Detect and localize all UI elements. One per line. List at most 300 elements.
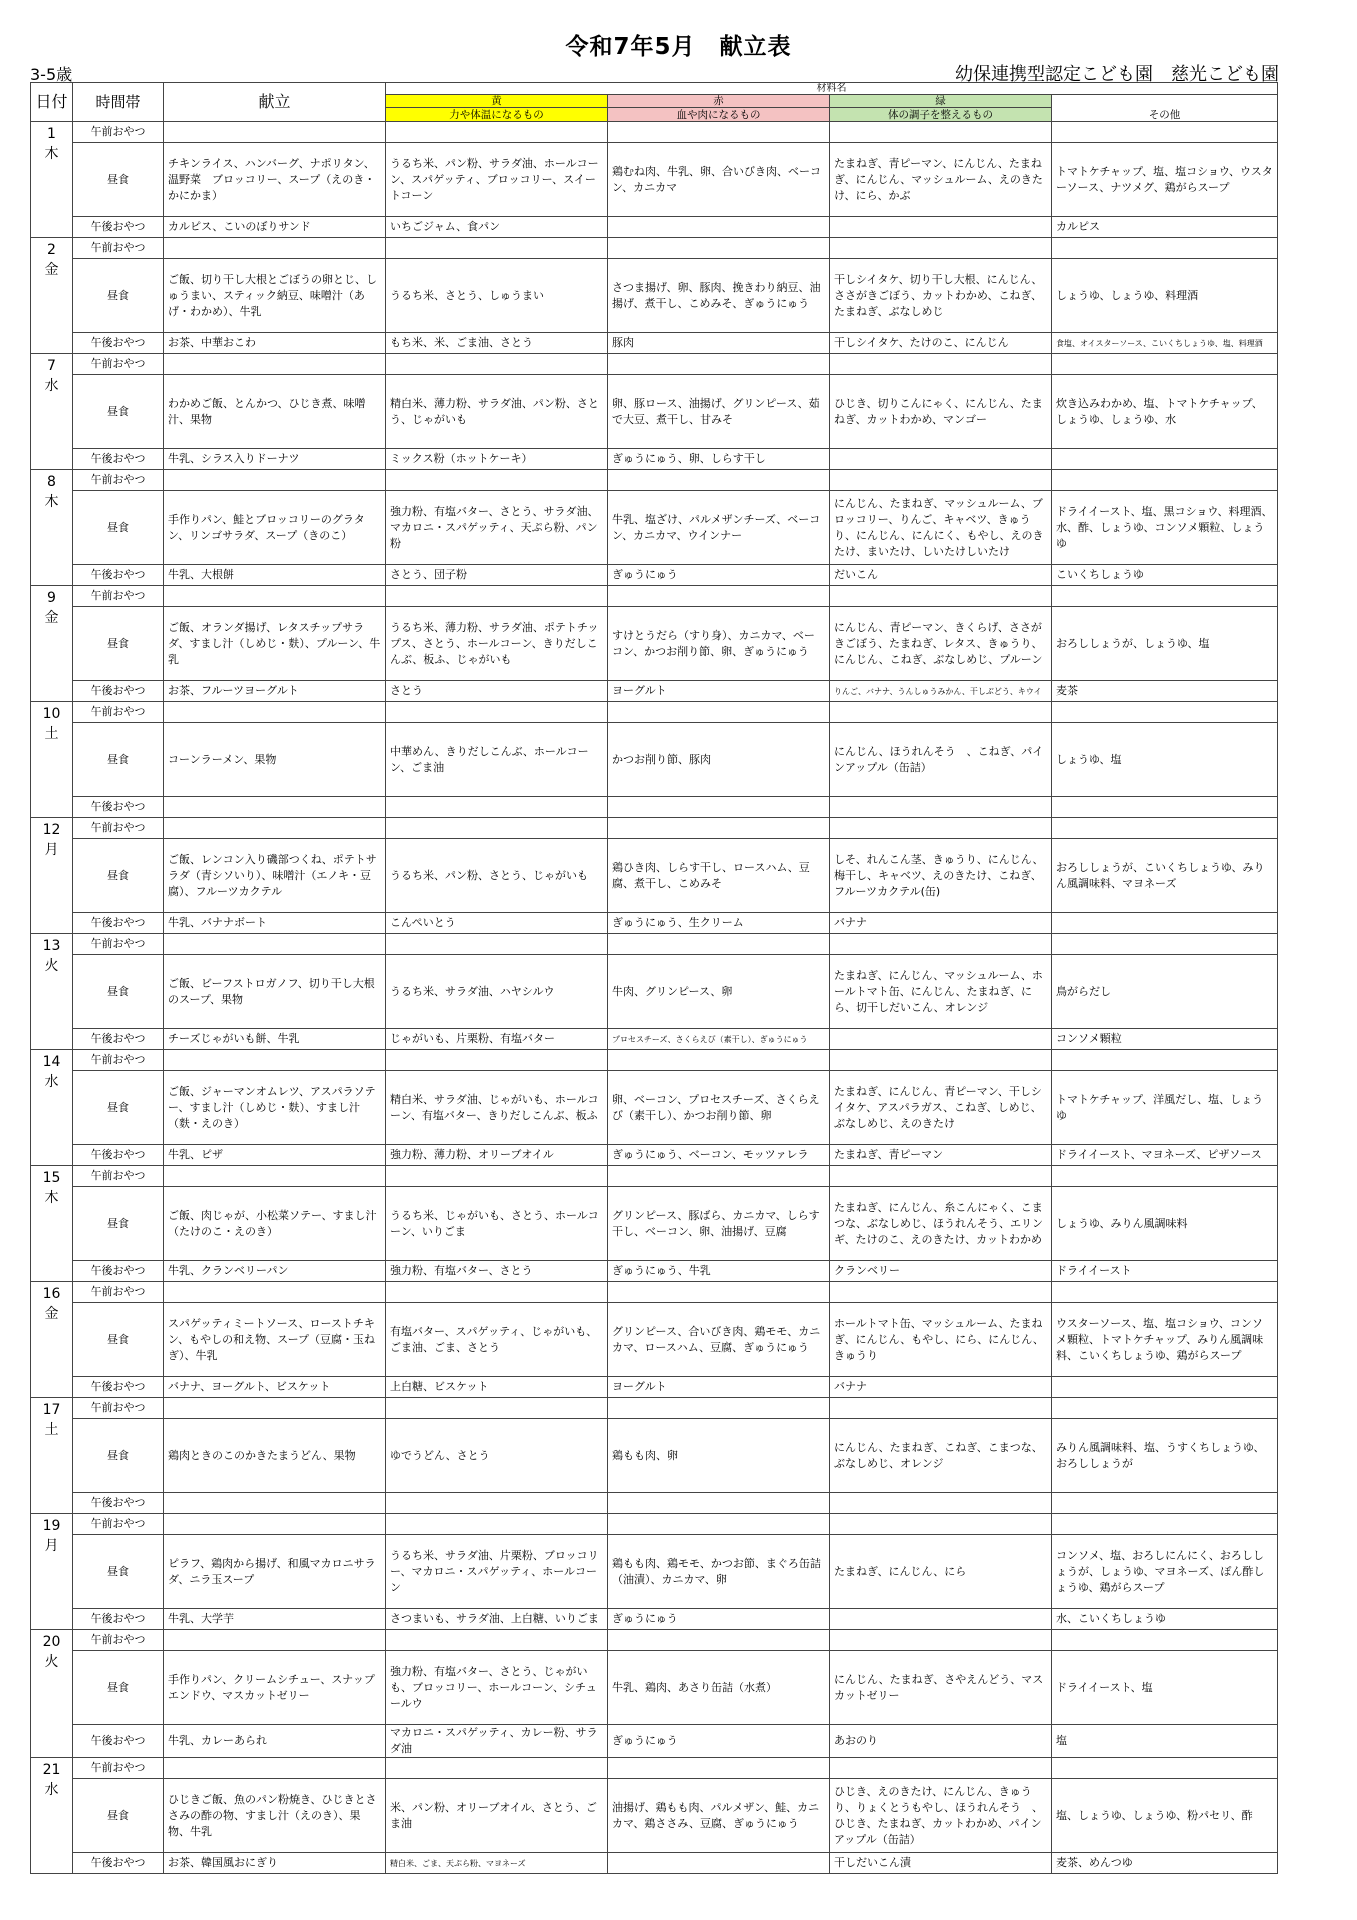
other-cell: みりん風調味料、塩、うすくちしょうゆ、おろししょうが — [1052, 1419, 1278, 1493]
day-of-week: 水 — [44, 1782, 59, 1798]
red-cell — [608, 1166, 830, 1187]
other-cell — [1052, 934, 1278, 955]
yellow-cell: うるち米、さとう、しゅうまい — [386, 259, 608, 333]
red-cell — [608, 586, 830, 607]
day-1-lunch-row — [31, 143, 1278, 217]
day-of-week: 金 — [44, 262, 59, 278]
time-slot-label: 昼食 — [73, 1779, 164, 1853]
day-7-am-row — [31, 354, 1278, 375]
date-number: 13 — [42, 938, 61, 954]
green-cell — [830, 1050, 1052, 1071]
header-menu: 献立 — [164, 83, 386, 122]
menu-cell: 手作りパン、クリームシチュー、スナップエンドウ、マスカットゼリー — [164, 1651, 386, 1725]
red-cell: 鶏むね肉、牛乳、卵、合いびき肉、ベーコン、カニカマ — [608, 143, 830, 217]
yellow-cell: 米、パン粉、オリーブオイル、さとう、ごま油 — [386, 1779, 608, 1853]
red-cell — [608, 797, 830, 818]
other-cell: トマトケチャップ、洋風だし、塩、しょうゆ — [1052, 1071, 1278, 1145]
time-slot-label: 午前おやつ — [73, 1398, 164, 1419]
red-cell — [608, 1398, 830, 1419]
green-cell: たまねぎ、青ピーマン、にんじん、たまねぎ、にんじん、マッシュルーム、えのきたけ、にら、かぶ — [830, 143, 1052, 217]
green-cell: あおのり — [830, 1725, 1052, 1758]
menu-cell — [164, 702, 386, 723]
other-cell — [1052, 797, 1278, 818]
time-slot-label: 午後おやつ — [73, 681, 164, 702]
yellow-cell — [386, 1493, 608, 1514]
green-cell — [830, 122, 1052, 143]
green-cell: にんじん、たまねぎ、さやえんどう、マスカットゼリー — [830, 1651, 1052, 1725]
green-cell — [830, 449, 1052, 470]
green-cell — [830, 586, 1052, 607]
day-1-pm-row — [31, 217, 1278, 238]
day-of-week: 月 — [44, 842, 59, 858]
yellow-cell: 強力粉、有塩バター、さとう、サラダ油、マカロニ・スパゲッティ、天ぷら粉、パン粉 — [386, 491, 608, 565]
date-cell — [31, 1282, 73, 1398]
red-cell: グリンピース、豚ばら、カニカマ、しらす干し、ベーコン、卵、油揚げ、豆腐 — [608, 1187, 830, 1261]
menu-cell: ご飯、ビーフストロガノフ、切り干し大根のスープ、果物 — [164, 955, 386, 1029]
other-cell: 鳥がらだし — [1052, 955, 1278, 1029]
green-cell — [830, 1514, 1052, 1535]
menu-cell — [164, 1282, 386, 1303]
green-cell: たまねぎ、にんじん、マッシュルーム、ホールトマト缶、にんじん、たまねぎ、にら、切干しだいこん、オレンジ — [830, 955, 1052, 1029]
day-1-am-row — [31, 122, 1278, 143]
menu-cell: 牛乳、バナナボート — [164, 913, 386, 934]
other-cell — [1052, 1398, 1278, 1419]
menu-cell: 手作りパン、鮭とブロッコリーのグラタン、リンゴサラダ、スープ（きのこ） — [164, 491, 386, 565]
other-cell — [1052, 1282, 1278, 1303]
red-cell: 牛乳、塩ざけ、パルメザンチーズ、ベーコン、カニカマ、ウインナー — [608, 491, 830, 565]
green-cell — [830, 1630, 1052, 1651]
day-15-am-row — [31, 1166, 1278, 1187]
day-17-am-row — [31, 1398, 1278, 1419]
red-cell: さつま揚げ、卵、豚肉、挽きわり納豆、油揚げ、煮干し、こめみそ、ぎゅうにゅう — [608, 259, 830, 333]
yellow-cell: 強力粉、有塩バター、さとう、じゃがいも、ブロッコリー、ホールコーン、シチュールウ — [386, 1651, 608, 1725]
green-cell — [830, 818, 1052, 839]
menu-cell: 牛乳、シラス入りドーナツ — [164, 449, 386, 470]
other-cell — [1052, 818, 1278, 839]
red-cell: ぎゅうにゅう、牛乳 — [608, 1261, 830, 1282]
yellow-cell — [386, 797, 608, 818]
menu-cell — [164, 354, 386, 375]
time-slot-label: 午前おやつ — [73, 586, 164, 607]
yellow-cell: 有塩バター、スパゲッティ、じゃがいも、ごま油、ごま、さとう — [386, 1303, 608, 1377]
menu-cell: ひじきご飯、魚のパン粉焼き、ひじきとささみの酢の物、すまし汁（えのき）、果物、牛乳 — [164, 1779, 386, 1853]
menu-cell: ご飯、レンコン入り磯部つくね、ポテトサラダ（青シソいり）、味噌汁（エノキ・豆腐）、フルーツカクテル — [164, 839, 386, 913]
red-cell: 鶏もも肉、卵 — [608, 1419, 830, 1493]
day-of-week: 木 — [44, 146, 59, 162]
other-cell — [1052, 1050, 1278, 1071]
time-slot-label: 午後おやつ — [73, 797, 164, 818]
date-cell — [31, 1166, 73, 1282]
green-cell: ひじき、切りこんにゃく、にんじん、たまねぎ、カットわかめ、マンゴー — [830, 375, 1052, 449]
red-cell: 牛乳、鶏肉、あさり缶詰（水煮） — [608, 1651, 830, 1725]
green-cell: たまねぎ、青ピーマン — [830, 1145, 1052, 1166]
other-cell: 炊き込みわかめ、塩、トマトケチャップ、しょうゆ、しょうゆ、水 — [1052, 375, 1278, 449]
green-cell: しそ、れんこん茎、きゅうり、にんじん、梅干し、キャベツ、えのきたけ、こねぎ、フルーツカクテル(缶) — [830, 839, 1052, 913]
red-cell: すけとうだら（すり身）、カニカマ、ベーコン、かつお削り節、卵、ぎゅうにゅう — [608, 607, 830, 681]
other-cell: おろししょうが、しょうゆ、塩 — [1052, 607, 1278, 681]
day-15-lunch-row — [31, 1187, 1278, 1261]
menu-cell — [164, 1493, 386, 1514]
green-cell — [830, 354, 1052, 375]
menu-cell: 牛乳、大学芋 — [164, 1609, 386, 1630]
date-cell — [31, 1050, 73, 1166]
menu-cell: ご飯、オランダ揚げ、レタスチップサラダ、すまし汁（しめじ・麩）、プルーン、牛乳 — [164, 607, 386, 681]
day-19-lunch-row — [31, 1535, 1278, 1609]
other-cell: ドライイースト — [1052, 1261, 1278, 1282]
red-cell: ぎゅうにゅう、卵、しらす干し — [608, 449, 830, 470]
green-cell: たまねぎ、にんじん、青ピーマン、干しシイタケ、アスパラガス、こねぎ、しめじ、ぶなしめじ、えのきたけ — [830, 1071, 1052, 1145]
yellow-cell: いちごジャム、食パン — [386, 217, 608, 238]
other-cell — [1052, 1377, 1278, 1398]
menu-cell: ご飯、肉じゃが、小松菜ソテー、すまし汁（たけのこ・えのき） — [164, 1187, 386, 1261]
time-slot-label: 昼食 — [73, 1187, 164, 1261]
header-yellow-desc: 力や体温になるもの — [386, 108, 608, 122]
date-number: 1 — [47, 126, 56, 142]
time-slot-label: 午後おやつ — [73, 1261, 164, 1282]
time-slot-label: 午後おやつ — [73, 1029, 164, 1050]
menu-cell — [164, 122, 386, 143]
other-cell: しょうゆ、しょうゆ、料理酒 — [1052, 259, 1278, 333]
date-cell — [31, 354, 73, 470]
red-cell — [608, 354, 830, 375]
green-cell — [830, 1493, 1052, 1514]
red-cell — [608, 1282, 830, 1303]
date-cell — [31, 238, 73, 354]
other-cell: ウスターソース、塩、塩コショウ、コンソメ顆粒、トマトケチャップ、みりん風調味料、こいくちしょうゆ、鶏がらスープ — [1052, 1303, 1278, 1377]
red-cell — [608, 1853, 830, 1874]
date-cell — [31, 934, 73, 1050]
red-cell — [608, 934, 830, 955]
time-slot-label: 昼食 — [73, 723, 164, 797]
day-17-pm-row — [31, 1493, 1278, 1514]
red-cell: ぎゅうにゅう — [608, 565, 830, 586]
yellow-cell: 精白米、薄力粉、サラダ油、パン粉、さとう、じゃがいも — [386, 375, 608, 449]
day-15-pm-row — [31, 1261, 1278, 1282]
day-2-pm-row — [31, 333, 1278, 354]
other-cell: 塩 — [1052, 1725, 1278, 1758]
red-cell: 油揚げ、鶏もも肉、パルメザン、鮭、カニカマ、鶏ささみ、豆腐、ぎゅうにゅう — [608, 1779, 830, 1853]
yellow-cell: ミックス粉（ホットケーキ） — [386, 449, 608, 470]
menu-cell: わかめご飯、とんかつ、ひじき煮、味噌汁、果物 — [164, 375, 386, 449]
menu-cell: スパゲッティミートソース、ローストチキン、もやしの和え物、スープ（豆腐・玉ねぎ）、牛乳 — [164, 1303, 386, 1377]
date-number: 12 — [42, 822, 61, 838]
header-date: 日付 — [31, 83, 73, 122]
menu-cell: 牛乳、クランベリーパン — [164, 1261, 386, 1282]
other-cell: 水、こいくちしょうゆ — [1052, 1609, 1278, 1630]
yellow-cell — [386, 1758, 608, 1779]
red-cell — [608, 1050, 830, 1071]
day-of-week: 水 — [44, 1074, 59, 1090]
other-cell — [1052, 1630, 1278, 1651]
date-number: 10 — [42, 706, 61, 722]
green-cell: バナナ — [830, 913, 1052, 934]
yellow-cell: うるち米、パン粉、さとう、じゃがいも — [386, 839, 608, 913]
green-cell — [830, 1282, 1052, 1303]
menu-cell — [164, 470, 386, 491]
day-14-pm-row — [31, 1145, 1278, 1166]
red-cell: ぎゅうにゅう — [608, 1725, 830, 1758]
green-cell — [830, 1166, 1052, 1187]
time-slot-label: 午前おやつ — [73, 934, 164, 955]
yellow-cell: さつまいも、サラダ油、上白糖、いりごま — [386, 1609, 608, 1630]
other-cell: こいくちしょうゆ — [1052, 565, 1278, 586]
menu-cell: ご飯、ジャーマンオムレツ、アスパラソテー、すまし汁（しめじ・麩）、すまし汁（麩・えのき） — [164, 1071, 386, 1145]
day-of-week: 木 — [44, 494, 59, 510]
red-cell — [608, 122, 830, 143]
time-slot-label: 午後おやつ — [73, 1853, 164, 1874]
header-other: その他 — [1052, 95, 1278, 122]
other-cell: しょうゆ、みりん風調味料 — [1052, 1187, 1278, 1261]
other-cell: 塩、しょうゆ、しょうゆ、粉パセリ、酢 — [1052, 1779, 1278, 1853]
day-14-lunch-row — [31, 1071, 1278, 1145]
green-cell: だいこん — [830, 565, 1052, 586]
yellow-cell: こんぺいとう — [386, 913, 608, 934]
date-cell — [31, 586, 73, 702]
date-number: 15 — [42, 1170, 61, 1186]
green-cell — [830, 1398, 1052, 1419]
menu-table — [30, 82, 1278, 1874]
date-number: 8 — [47, 474, 56, 490]
yellow-cell: 強力粉、薄力粉、オリーブオイル — [386, 1145, 608, 1166]
yellow-cell — [386, 354, 608, 375]
yellow-cell — [386, 1050, 608, 1071]
date-cell — [31, 818, 73, 934]
red-cell — [608, 818, 830, 839]
menu-cell — [164, 1758, 386, 1779]
day-of-week: 火 — [44, 958, 59, 974]
menu-cell — [164, 1630, 386, 1651]
day-16-am-row — [31, 1282, 1278, 1303]
day-20-pm-row — [31, 1725, 1278, 1758]
day-7-pm-row — [31, 449, 1278, 470]
other-cell — [1052, 913, 1278, 934]
yellow-cell — [386, 702, 608, 723]
time-slot-label: 昼食 — [73, 491, 164, 565]
time-slot-label: 昼食 — [73, 259, 164, 333]
red-cell — [608, 1493, 830, 1514]
menu-cell — [164, 934, 386, 955]
menu-cell: カルピス、こいのぼりサンド — [164, 217, 386, 238]
red-cell — [608, 1758, 830, 1779]
time-slot-label: 午前おやつ — [73, 470, 164, 491]
date-number: 2 — [47, 242, 56, 258]
yellow-cell — [386, 586, 608, 607]
time-slot-label: 午前おやつ — [73, 1166, 164, 1187]
day-of-week: 土 — [44, 726, 59, 742]
green-cell — [830, 702, 1052, 723]
day-of-week: 火 — [44, 1654, 59, 1670]
day-8-pm-row — [31, 565, 1278, 586]
time-slot-label: 午前おやつ — [73, 1758, 164, 1779]
green-cell: ひじき、えのきたけ、にんじん、きゅうり、りょくとうもやし、ほうれんそう 、ひじき、たまねぎ、カットわかめ、パインアップル（缶詰） — [830, 1779, 1052, 1853]
date-number: 16 — [42, 1286, 61, 1302]
yellow-cell: うるち米、サラダ油、片栗粉、ブロッコリー、マカロニ・スパゲッティ、ホールコーン — [386, 1535, 608, 1609]
day-21-am-row — [31, 1758, 1278, 1779]
menu-cell: 牛乳、大根餅 — [164, 565, 386, 586]
day-9-am-row — [31, 586, 1278, 607]
other-cell — [1052, 122, 1278, 143]
menu-cell: バナナ、ヨーグルト、ビスケット — [164, 1377, 386, 1398]
yellow-cell — [386, 934, 608, 955]
other-cell — [1052, 354, 1278, 375]
date-number: 7 — [47, 358, 56, 374]
yellow-cell — [386, 1398, 608, 1419]
date-number: 14 — [42, 1054, 61, 1070]
red-cell: 鶏ひき肉、しらす干し、ロースハム、豆腐、煮干し、こめみそ — [608, 839, 830, 913]
green-cell: 干しシイタケ、切り干し大根、にんじん、ささがきごぼう、カットわかめ、こねぎ、たまねぎ、ぶなしめじ — [830, 259, 1052, 333]
yellow-cell: 中華めん、きりだしこんぶ、ホールコーン、ごま油 — [386, 723, 608, 797]
header-green-desc: 体の調子を整えるもの — [830, 108, 1052, 122]
green-cell — [830, 1029, 1052, 1050]
menu-cell — [164, 1050, 386, 1071]
header-green: 緑 — [830, 95, 1052, 108]
yellow-cell — [386, 818, 608, 839]
menu-cell: 鶏肉ときのこのかきたまうどん、果物 — [164, 1419, 386, 1493]
day-7-lunch-row — [31, 375, 1278, 449]
page-title: 令和7年5月 献立表 — [565, 34, 792, 60]
header-time: 時間帯 — [73, 83, 164, 122]
green-cell: クランベリー — [830, 1261, 1052, 1282]
time-slot-label: 午前おやつ — [73, 818, 164, 839]
green-cell — [830, 1758, 1052, 1779]
red-cell — [608, 702, 830, 723]
yellow-cell: うるち米、サラダ油、ハヤシルウ — [386, 955, 608, 1029]
green-cell — [830, 1609, 1052, 1630]
green-cell — [830, 217, 1052, 238]
menu-cell — [164, 1514, 386, 1535]
day-21-lunch-row — [31, 1779, 1278, 1853]
time-slot-label: 午後おやつ — [73, 565, 164, 586]
date-number: 9 — [47, 590, 56, 606]
day-12-am-row — [31, 818, 1278, 839]
time-slot-label: 昼食 — [73, 839, 164, 913]
date-number: 19 — [42, 1518, 61, 1534]
day-10-pm-row — [31, 797, 1278, 818]
yellow-cell — [386, 1282, 608, 1303]
yellow-cell: 精白米、ごま、天ぷら粉、マヨネーズ — [386, 1853, 608, 1874]
header-yellow: 黄 — [386, 95, 608, 108]
red-cell: 卵、豚ロース、油揚げ、グリンピース、茹で大豆、煮干し、甘みそ — [608, 375, 830, 449]
date-cell — [31, 122, 73, 238]
time-slot-label: 昼食 — [73, 1535, 164, 1609]
day-10-lunch-row — [31, 723, 1278, 797]
day-9-lunch-row — [31, 607, 1278, 681]
day-8-lunch-row — [31, 491, 1278, 565]
red-cell: 鶏もも肉、鶏モモ、かつお節、まぐろ缶詰（油漬）、カニカマ、卵 — [608, 1535, 830, 1609]
day-13-am-row — [31, 934, 1278, 955]
green-cell: りんご、バナナ、うんしゅうみかん、干しぶどう、キウイ — [830, 681, 1052, 702]
time-slot-label: 午前おやつ — [73, 1050, 164, 1071]
menu-cell — [164, 797, 386, 818]
other-cell — [1052, 702, 1278, 723]
green-cell — [830, 238, 1052, 259]
yellow-cell: さとう、団子粉 — [386, 565, 608, 586]
yellow-cell — [386, 1630, 608, 1651]
time-slot-label: 昼食 — [73, 955, 164, 1029]
red-cell: プロセスチーズ、さくらえび（素干し）、ぎゅうにゅう — [608, 1029, 830, 1050]
yellow-cell: マカロニ・スパゲッティ、カレー粉、サラダ油 — [386, 1725, 608, 1758]
yellow-cell: もち米、米、ごま油、さとう — [386, 333, 608, 354]
day-16-pm-row — [31, 1377, 1278, 1398]
time-slot-label: 午後おやつ — [73, 333, 164, 354]
yellow-cell: じゃがいも、片栗粉、有塩バター — [386, 1029, 608, 1050]
yellow-cell — [386, 470, 608, 491]
menu-cell: ご飯、切り干し大根とごぼうの卵とじ、しゅうまい、スティック納豆、味噌汁（あげ・わかめ）、牛乳 — [164, 259, 386, 333]
red-cell — [608, 217, 830, 238]
yellow-cell: 上白糖、ビスケット — [386, 1377, 608, 1398]
red-cell: 卵、ベーコン、プロセスチーズ、さくらえび（素干し）、かつお削り節、卵 — [608, 1071, 830, 1145]
time-slot-label: 午後おやつ — [73, 913, 164, 934]
other-cell — [1052, 238, 1278, 259]
menu-cell: コーンラーメン、果物 — [164, 723, 386, 797]
time-slot-label: 午後おやつ — [73, 449, 164, 470]
other-cell: 麦茶、めんつゆ — [1052, 1853, 1278, 1874]
yellow-cell — [386, 1514, 608, 1535]
menu-cell — [164, 1166, 386, 1187]
red-cell: ぎゅうにゅう、生クリーム — [608, 913, 830, 934]
time-slot-label: 午後おやつ — [73, 217, 164, 238]
menu-cell — [164, 238, 386, 259]
menu-cell — [164, 818, 386, 839]
red-cell: かつお削り節、豚肉 — [608, 723, 830, 797]
day-2-am-row — [31, 238, 1278, 259]
day-of-week: 木 — [44, 1190, 59, 1206]
green-cell — [830, 470, 1052, 491]
other-cell: 食塩、オイスターソース、こいくちしょうゆ、塩、料理酒 — [1052, 333, 1278, 354]
menu-cell: 牛乳、ピザ — [164, 1145, 386, 1166]
time-slot-label: 昼食 — [73, 1651, 164, 1725]
time-slot-label: 午後おやつ — [73, 1725, 164, 1758]
time-slot-label: 午後おやつ — [73, 1377, 164, 1398]
other-cell: コンソメ顆粒 — [1052, 1029, 1278, 1050]
day-19-pm-row — [31, 1609, 1278, 1630]
time-slot-label: 午後おやつ — [73, 1493, 164, 1514]
time-slot-label: 昼食 — [73, 143, 164, 217]
date-cell — [31, 1398, 73, 1514]
yellow-cell: 強力粉、有塩バター、さとう — [386, 1261, 608, 1282]
other-cell: トマトケチャップ、塩、塩コショウ、ウスターソース、ナツメグ、鶏がらスープ — [1052, 143, 1278, 217]
day-17-lunch-row — [31, 1419, 1278, 1493]
green-cell: バナナ — [830, 1377, 1052, 1398]
time-slot-label: 午後おやつ — [73, 1145, 164, 1166]
green-cell: にんじん、青ピーマン、きくらげ、ささがきごぼう、たまねぎ、レタス、きゅうり、にんじん、こねぎ、ぶなしめじ、プルーン — [830, 607, 1052, 681]
menu-cell: お茶、フルーツヨーグルト — [164, 681, 386, 702]
time-slot-label: 午前おやつ — [73, 1630, 164, 1651]
green-cell — [830, 934, 1052, 955]
day-14-am-row — [31, 1050, 1278, 1071]
red-cell — [608, 1514, 830, 1535]
header-ingredients: 材料名 — [386, 83, 1278, 95]
menu-cell: チキンライス、ハンバーグ、ナポリタン、温野菜 ブロッコリー、スープ（えのき・かにかま） — [164, 143, 386, 217]
date-cell — [31, 702, 73, 818]
other-cell: しょうゆ、塩 — [1052, 723, 1278, 797]
time-slot-label: 午前おやつ — [73, 1514, 164, 1535]
date-cell — [31, 470, 73, 586]
red-cell: 牛肉、グリンピース、卵 — [608, 955, 830, 1029]
red-cell — [608, 1630, 830, 1651]
day-12-pm-row — [31, 913, 1278, 934]
other-cell — [1052, 449, 1278, 470]
other-cell — [1052, 1514, 1278, 1535]
yellow-cell: ゆでうどん、さとう — [386, 1419, 608, 1493]
red-cell: ヨーグルト — [608, 1377, 830, 1398]
menu-cell: ピラフ、鶏肉から揚げ、和風マカロニサラダ、ニラ玉スープ — [164, 1535, 386, 1609]
other-cell — [1052, 470, 1278, 491]
day-8-am-row — [31, 470, 1278, 491]
menu-cell: 牛乳、カレーあられ — [164, 1725, 386, 1758]
header-red-desc: 血や肉になるもの — [608, 108, 830, 122]
other-cell: おろししょうが、こいくちしょうゆ、みりん風調味料、マヨネーズ — [1052, 839, 1278, 913]
